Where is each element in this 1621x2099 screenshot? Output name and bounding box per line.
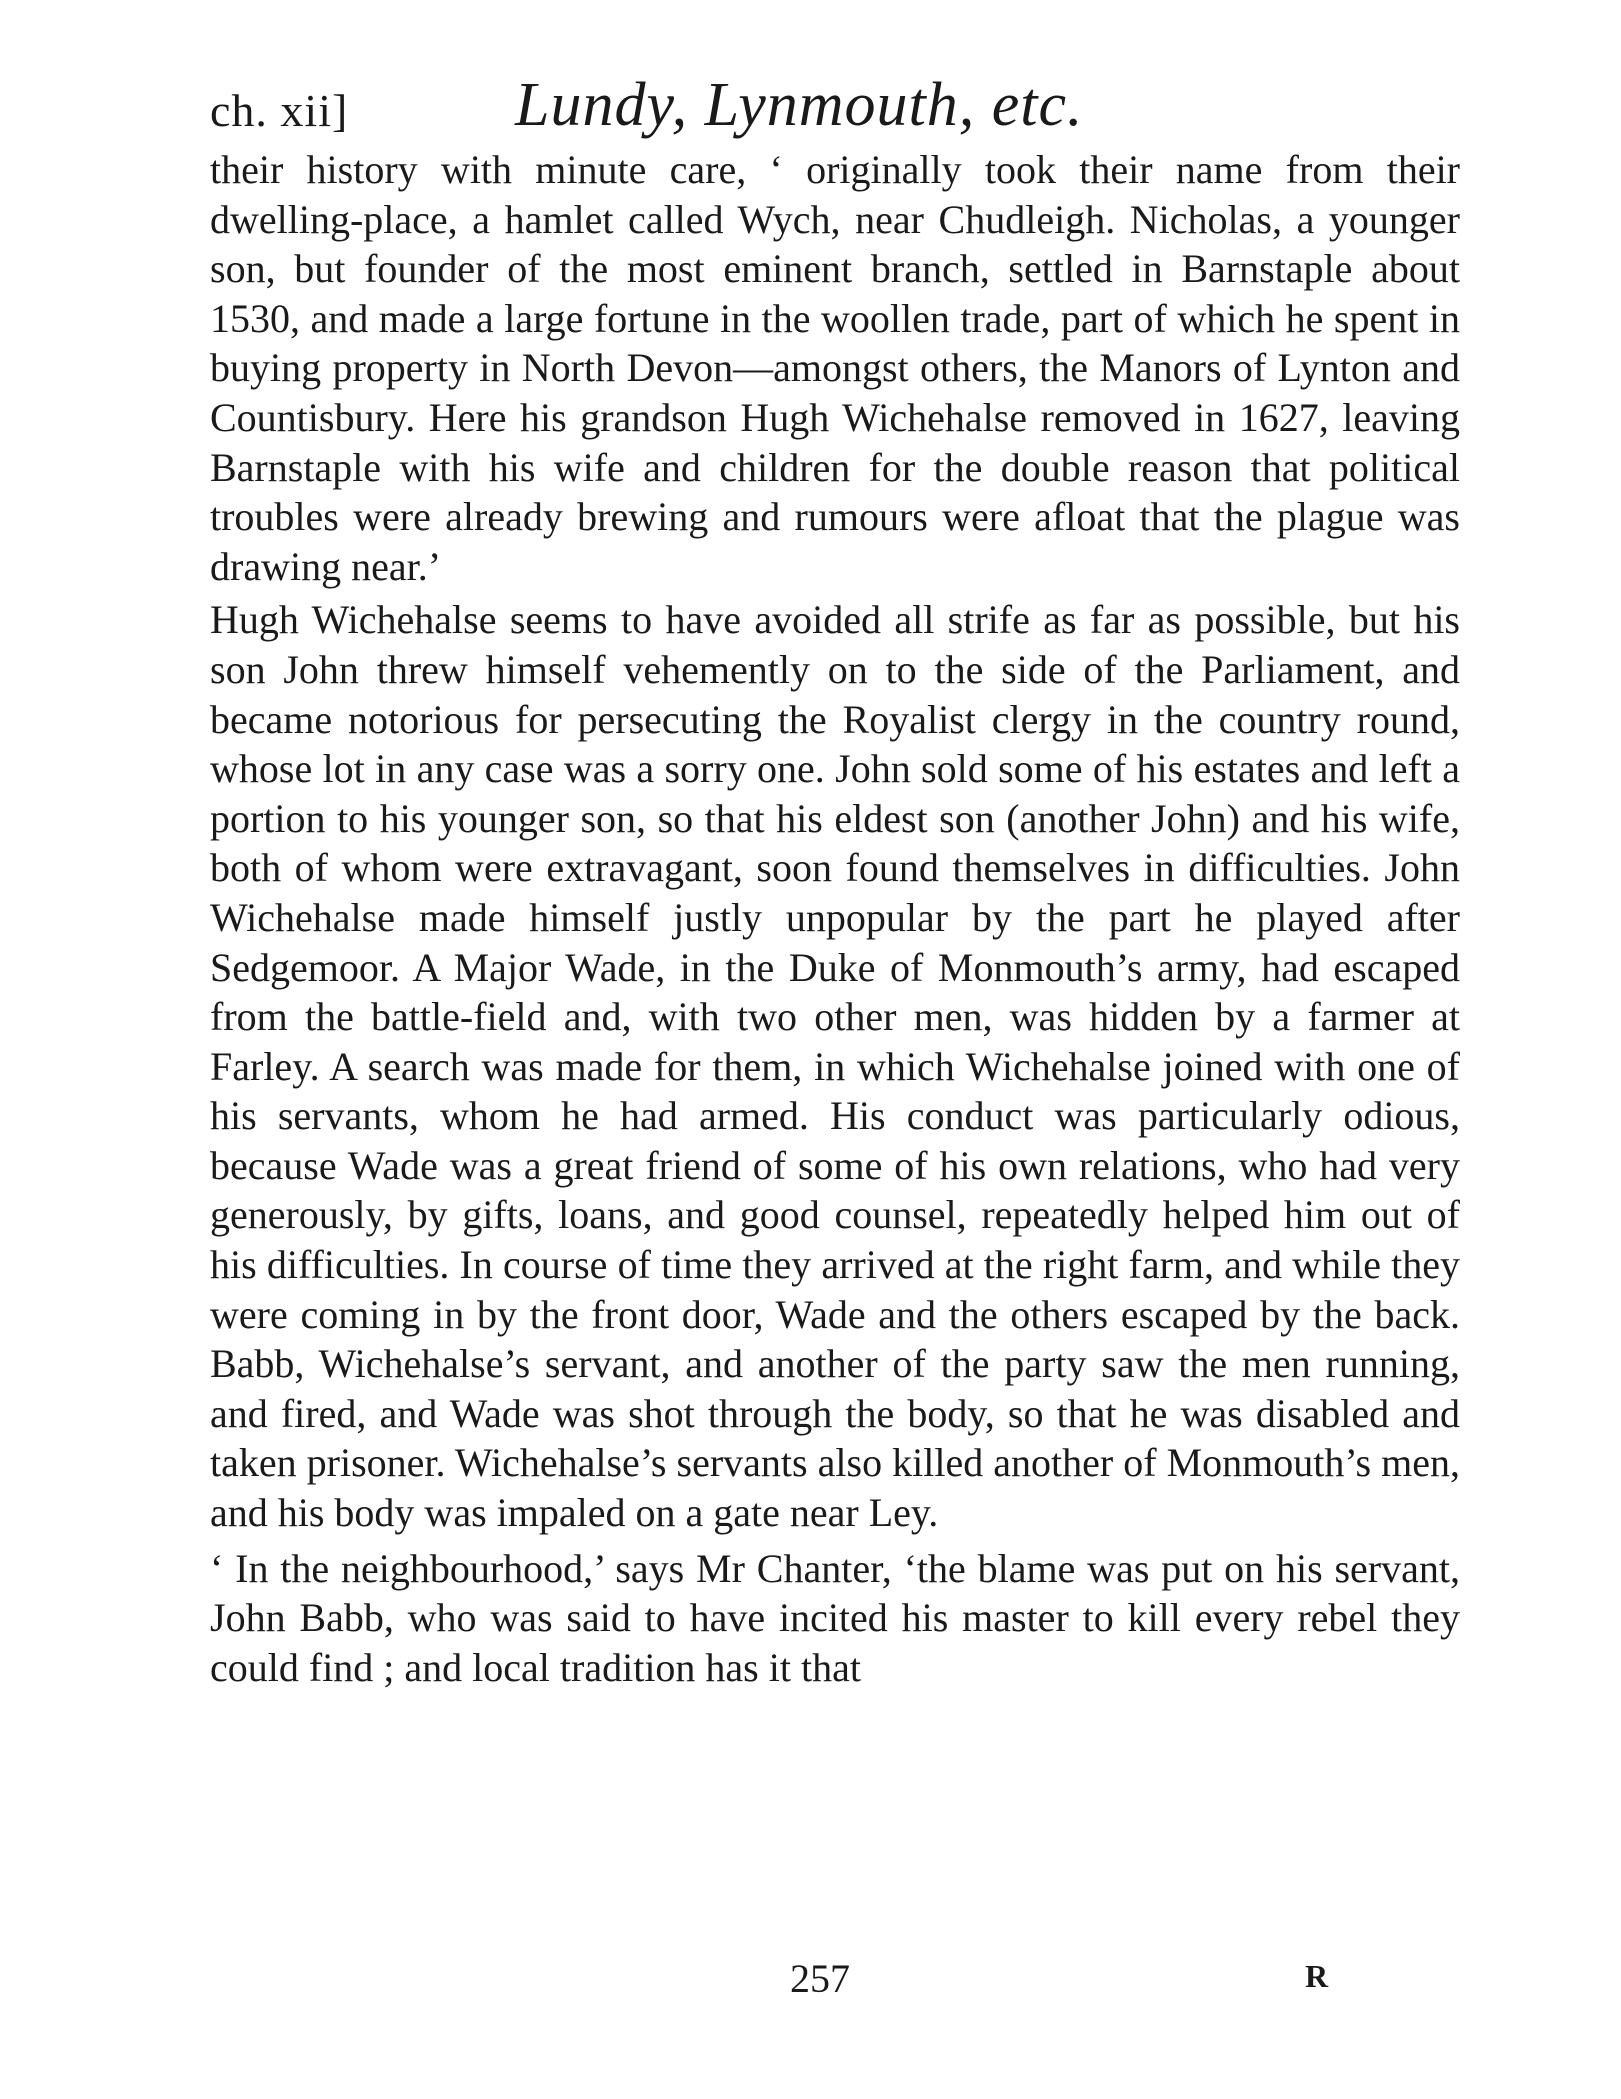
signature-mark: R [1305,1958,1329,1994]
paragraph-1: their history with minute care, ‘ originally took their name from their dwelling-place, a hamlet called Wych, near Chudleigh. Nicholas, a younger son, but founder of the most eminent branch, settled in Barnstaple about 1530, and made a large fortune in the woollen trade, part of which he spent in buying property in North Devon—amongst others, the Manors of Lynton and Countisbury. Here his grandson Hugh Wichehalse removed in 1627, leaving Barnstaple with his wife and children for the double reason that political troubles were already brewing and rumours were afloat that the plague was drawing near.’ [210,147,1460,589]
running-title: Lundy, Lynmouth, etc. [515,71,1084,139]
paragraph-2: Hugh Wichehalse seems to have avoided all strife as far as possible, but his son John threw himself vehemently on to the side of the Parliament, and became notorious for persecuting the Royalist clergy in the country round, whose lot in any case was a sorry one. John sold some of his estates and left a portion to his younger son, so that his eldest son (another John) and his wife, both of whom were extravagant, soon found themselves in difficulties. John Wichehalse made himself justly unpopular by the part he played after Sedgemoor. A Major Wade, in the Duke of Monmouth’s army, had escaped from the battle-field and, with two other men, was hidden by a farmer at Farley. A search was made for them, in which Wichehalse joined with one of his servants, whom he had armed. His conduct was particularly odious, because Wade was a great friend of some of his own relations, who had very generously, by gifts, loans, and good counsel, repeatedly helped him out of his difficulties. In course of time they arrived at the right farm, and while they were coming in by the front door, Wade and the others escaped by the back. Babb, Wichehalse’s servant, and another of the party saw the men running, and fired, and Wade was shot through the body, so that he was disabled and taken prisoner. Wichehalse’s servants also killed another of Monmouth’s men, and his body was impaled on a gate near Ley. [210,597,1460,1536]
book-page [210,60,1460,2060]
body-text [210,145,1460,1692]
chapter-label: ch. xii] [210,85,349,136]
paragraph-3: ‘ In the neighbourhood,’ says Mr Chanter, ‘the blame was put on his servant, John Babb, who was said to have incited his master to kill every rebel they could find ; and local tradition has it that [210,1545,1460,1690]
page-number: 257 [790,1956,850,2001]
